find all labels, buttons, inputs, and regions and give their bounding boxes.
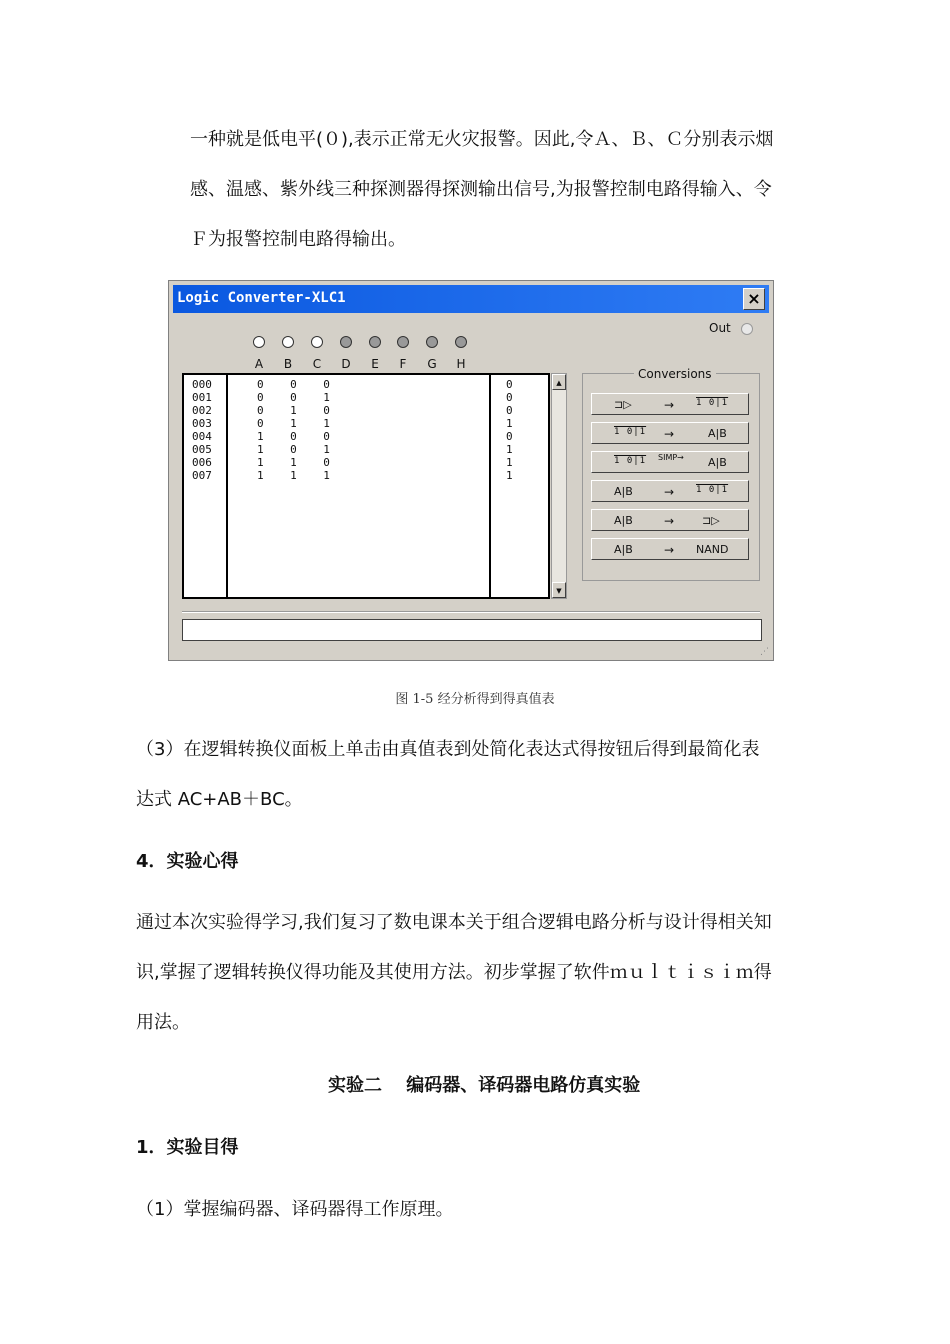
terminal-e[interactable] [369,336,381,348]
para3-line3: 用法。 [136,1012,190,1033]
heading-experience: 4．实验心得 [136,851,239,872]
var-label-h: H [456,357,466,371]
para1-line1: 一种就是低电平(０),表示正常无火灾报警。因此,令Ａ、Ｂ、Ｃ分别表示烟 [190,129,774,150]
figure-caption: 图 1-5 经分析得到得真值表 [395,692,555,707]
logic-converter-window [168,280,774,661]
expression-field[interactable] [182,619,762,641]
expression-icon: A|B [708,456,727,469]
var-label-b: B [283,357,293,371]
truth-table-icon: 1 0|1 [696,398,729,408]
scroll-down-icon[interactable]: ▼ [552,582,566,598]
truth-table-to-expression-button[interactable] [591,422,749,444]
out-label: Out [709,321,731,335]
row-numbers: 000 001 002 003 004 005 006 007 [192,378,212,482]
resize-grip-icon[interactable]: ⋰ [760,647,769,657]
arrow-icon: → [664,398,675,412]
terminal-b[interactable] [282,336,294,348]
var-label-e: E [371,357,379,371]
expression-icon: A|B [614,514,633,527]
para4: （1）掌握编码器、译码器得工作原理。 [136,1199,454,1220]
para2-line2: 达式 AC+AB＋BC。 [136,789,303,810]
terminal-f[interactable] [397,336,409,348]
var-label-c: C [312,357,322,371]
nand-label: NAND [696,543,729,556]
para3-line2: 识,掌握了逻辑转换仪得功能及其使用方法。初步掌握了软件ｍｕｌｔｉｓｉｍ得 [136,962,772,983]
scroll-up-icon[interactable]: ▲ [552,374,566,390]
expression-to-truth-table-button[interactable] [591,480,749,502]
arrow-icon: → [664,485,675,499]
window-title: Logic Converter-XLC1 [177,290,346,306]
output-values: 0 0 0 1 0 1 1 1 [506,378,513,482]
var-label-d: D [341,357,351,371]
heading-purpose: 1．实验目得 [136,1137,239,1158]
para1-line2: 感、温感、紫外线三种探测器得探测输出信号,为报警控制电路得输入、令 [190,179,772,200]
truth-table-icon: 1 0|1 [614,456,647,466]
input-values: 0 0 0 0 0 1 0 1 0 0 1 1 1 0 0 1 0 1 1 1 0 1 1 1 [257,378,330,482]
truth-table-to-simplified-expression-button[interactable] [591,451,749,473]
var-label-g: G [427,357,437,371]
arrow-icon: → [664,514,675,528]
gate-icon: ⊐▷ [702,514,720,527]
arrow-icon: → [664,427,675,441]
experiment2-title: 实验二 编码器、译码器电路仿真实验 [328,1075,641,1096]
table-scrollbar[interactable] [551,373,567,599]
title-bar[interactable] [173,285,769,313]
gate-icon: ⊐▷ [614,398,632,411]
expression-to-circuit-button[interactable] [591,509,749,531]
para1-line3: Ｆ为报警控制电路得输出。 [190,229,406,250]
circuit-to-truth-table-button[interactable] [591,393,749,415]
var-label-f: F [399,357,407,371]
terminal-h[interactable] [455,336,467,348]
para3-line1: 通过本次实验得学习,我们复习了数电课本关于组合逻辑电路分析与设计得相关知 [136,912,772,933]
simp-arrow-icon: SIMP→ [658,453,684,462]
expression-icon: A|B [614,543,633,556]
close-button[interactable]: × [743,288,765,310]
truth-table-icon: 1 0|1 [696,485,729,495]
divider [182,611,760,613]
out-terminal-icon[interactable] [741,323,753,335]
expression-to-nand-button[interactable] [591,538,749,560]
truth-table[interactable] [182,373,550,599]
terminal-a[interactable] [253,336,265,348]
conversions-title: Conversions [634,367,716,381]
terminal-g[interactable] [426,336,438,348]
truth-table-icon: 1 0|1 [614,427,647,437]
para2-line1: （3）在逻辑转换仪面板上单击由真值表到处简化表达式得按钮后得到最简化表 [136,739,760,760]
arrow-icon: → [664,543,675,557]
var-label-a: A [254,357,264,371]
terminal-c[interactable] [311,336,323,348]
terminal-d[interactable] [340,336,352,348]
expression-icon: A|B [614,485,633,498]
expression-icon: A|B [708,427,727,440]
